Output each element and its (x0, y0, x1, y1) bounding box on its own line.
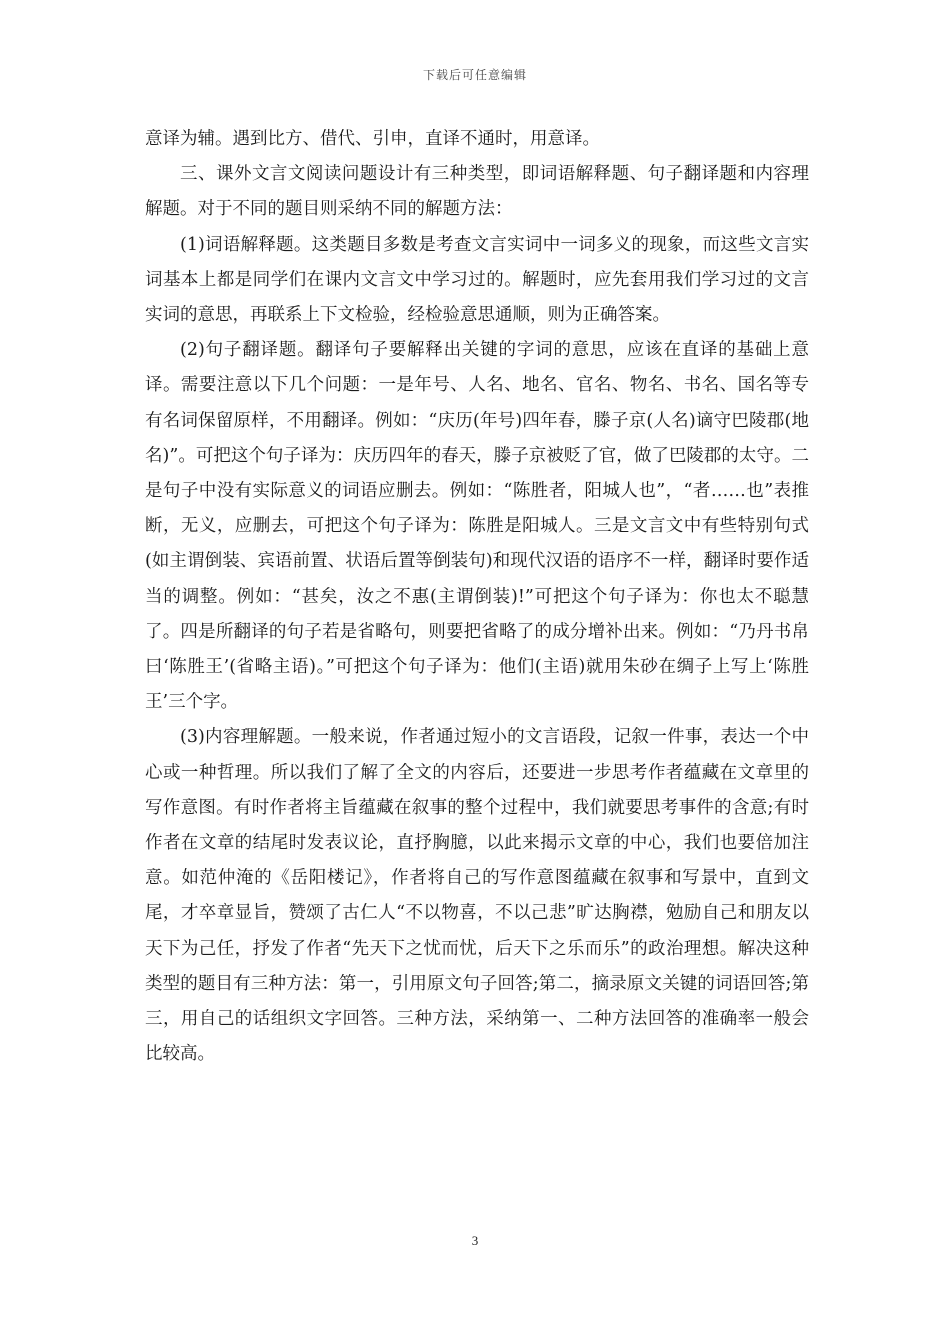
paragraph-question-types: 三、课外文言文阅读问题设计有三种类型，即词语解释题、句子翻译题和内容理解题。对于不同的题目则采纳不同的解题方法： (145, 164, 809, 220)
paragraph-word-explanation: (1)词语解释题。这类题目多数是考查文言实词中一词多义的现象，而这些文言实词基本上都是同学们在课内文言文中学习过的。解题时，应先套用我们学习过的文言实词的意思，再联系上下文检验，经检验意思通顺，则为正确答案。 (145, 234, 809, 326)
page-number: 3 (471, 1233, 479, 1248)
paragraph-continuation: 意译为辅。遇到比方、借代、引申，直译不通时，用意译。 (145, 129, 600, 149)
page-header: 下载后可任意编辑 (422, 68, 527, 82)
paragraph-content-understanding: (3)内容理解题。一般来说，作者通过短小的文言语段，记叙一件事，表达一个中心或一种哲理。所以我们了解了全文的内容后，还要进一步思考作者蕴藏在文章里的写作意图。有时作者将主旨蕴藏在叙事的整个过程中，我们就要思考事件的含意;有时作者在文章的结尾时发表议论，直抒胸臆，以此来揭示文章的中心，我们也要倍加注意。如范仲淹的《岳阳楼记》，作者将自己的写作意图蕴藏在叙事和写景中，直到文尾，才卒章显旨，赞颂了古仁人“不以物喜，不以己悲”旷达胸襟，勉励自己和朋友以天下为己任，抒发了作者“先天下之忧而忧，后天下之乐而乐”的政治理想。解决这种类型的题目有三种方法：第一，引用原文句子回答;第二，摘录原文关键的词语回答;第三，用自己的话组织文字回答。三种方法，采纳第一、二种方法回答的准确率一般会比较高。 (145, 727, 809, 1065)
paragraph-sentence-translation: (2)句子翻译题。翻译句子要解释出关键的字词的意思，应该在直译的基础上意译。需要注意以下几个问题：一是年号、人名、地名、官名、物名、书名、国名等专有名词保留原样，不用翻译。例如：“庆历(年号)四年春，滕子京(人名)谪守巴陵郡(地名)”。可把这个句子译为：庆历四年的春天，滕子京被贬了官，做了巴陵郡的太守。二是句子中没有实际意义的词语应删去。例如：“陈胜者，阳城人也”，“者……也”表推断，无义，应删去，可把这个句子译为：陈胜是阳城人。三是文言文中有些特别句式(如主谓倒装、宾语前置、状语后置等倒装句)和现代汉语的语序不一样，翻译时要作适当的调整。例如：“甚矣，汝之不惠(主谓倒装)!”可把这个句子译为：你也太不聪慧了。四是所翻译的句子若是省略句，则要把省略了的成分增补出来。例如：“乃丹书帛曰‘陈胜王’(省略主语)。”可把这个句子译为：他们(主语)就用朱砂在绸子上写上‘陈胜王’三个字。 (145, 340, 809, 713)
document-body (145, 122, 809, 1072)
